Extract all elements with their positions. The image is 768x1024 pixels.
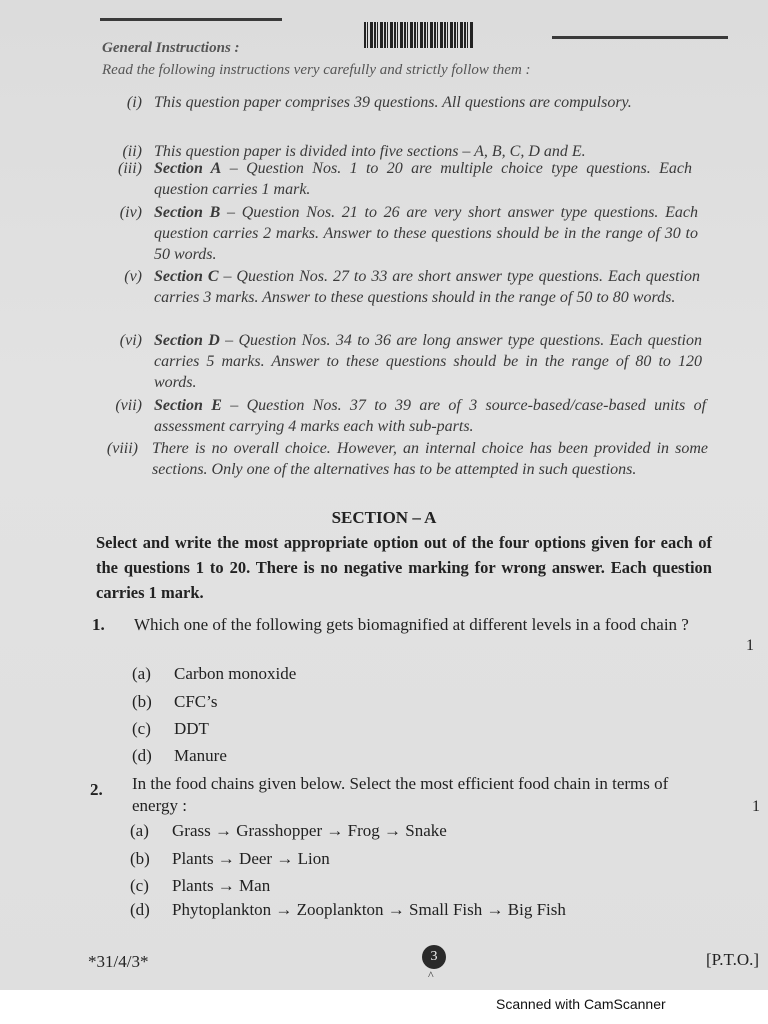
question-marks: 1 (746, 637, 754, 654)
header-rule-left (100, 18, 282, 21)
question-number: 1. (92, 615, 105, 634)
option-text: Carbon monoxide (174, 664, 297, 683)
instruction-text: This question paper comprises 39 questions. All questions are compulsory. (154, 94, 632, 111)
instruction-number: (ii) (122, 143, 142, 160)
caret-up-icon: ^ (428, 968, 434, 982)
instruction-text: This question paper is divided into five sections – A, B, C, D and E. (154, 143, 586, 160)
instruction-text: There is no overall choice. However, an internal choice has been provided in some sections. Only one of the alternatives has to be attempted in such questions. (152, 440, 708, 478)
option-label: (b) (132, 692, 152, 711)
section-label: Section B (154, 204, 221, 221)
option-label: (a) (132, 664, 151, 683)
option-label: (b) (130, 849, 150, 868)
instruction-body: – Question Nos. 1 to 20 are multiple choice type questions. Each question carries 1 mark. (154, 160, 692, 198)
option-text: Plants → Deer → Lion (172, 849, 330, 868)
section-intro: Select and write the most appropriate option out of the four options given for each of the questions 1 to 20. There is no negative marking for wrong answer. Each question carries 1 mark. (96, 533, 712, 602)
option-label: (a) (130, 821, 149, 840)
section-label: Section C (154, 268, 219, 285)
instruction-number: (v) (124, 268, 142, 285)
section-label: Section A (154, 160, 222, 177)
option-text: Manure (174, 746, 227, 765)
instructions-title: General Instructions : (102, 40, 240, 56)
paper-code: *31/4/3* (88, 952, 149, 971)
option-label: (c) (132, 719, 151, 738)
instruction-number: (vi) (119, 332, 142, 349)
option-text: Phytoplankton → Zooplankton → Small Fish → Big Fish (172, 900, 566, 919)
instruction-number: (vii) (115, 397, 142, 414)
instruction-number: (viii) (106, 440, 138, 457)
instruction-text (154, 158, 692, 200)
page-number-badge: 3 (422, 945, 446, 969)
option-label: (d) (130, 900, 150, 919)
instruction-body: – Question Nos. 21 to 26 are very short answer type questions. Each question carries 2 marks. Answer to these questions should be in the range of 30 to 50 words. (154, 204, 698, 263)
section-label: Section E (154, 397, 222, 414)
instructions-intro: Read the following instructions very carefully and strictly follow them : (102, 62, 531, 78)
instruction-text (154, 330, 702, 393)
instruction-body: – Question Nos. 27 to 33 are short answer type questions. Each question carries 3 marks. Answer to these questions should in the range of 50 to 80 words. (154, 268, 700, 306)
instruction-text (154, 395, 706, 437)
barcode (364, 22, 474, 48)
instruction-number: (iv) (119, 204, 142, 221)
section-title: SECTION – A (331, 508, 437, 527)
question-marks: 1 (752, 798, 760, 815)
instruction-text (154, 266, 700, 308)
option-text: DDT (174, 719, 209, 738)
instruction-text (154, 202, 698, 265)
question-number: 2. (90, 780, 103, 799)
section-label: Section D (154, 332, 220, 349)
option-label: (d) (132, 746, 152, 765)
instruction-body: – Question Nos. 37 to 39 are of 3 source-based/case-based units of assessment carrying 4 marks each with sub-parts. (154, 397, 707, 435)
option-text: Grass → Grasshopper → Frog → Snake (172, 821, 447, 840)
instruction-number: (i) (126, 94, 142, 111)
instruction-number: (iii) (118, 160, 142, 177)
pto-label: [P.T.O.] (706, 950, 760, 969)
option-label: (c) (130, 876, 149, 895)
option-text: Plants → Man (172, 876, 271, 895)
instruction-body: – Question Nos. 34 to 36 are long answer type questions. Each question carries 5 marks. Answer to these questions should be in the range of 80 to 120 words. (154, 332, 702, 391)
question-text: In the food chains given below. Select the most efficient food chain in terms of energy : (132, 774, 669, 815)
header-rule-right (552, 36, 728, 39)
option-text: CFC’s (174, 692, 218, 711)
scanner-watermark: Scanned with CamScanner (496, 996, 666, 1012)
question-text: Which one of the following gets biomagnified at different levels in a food chain ? (134, 615, 689, 634)
